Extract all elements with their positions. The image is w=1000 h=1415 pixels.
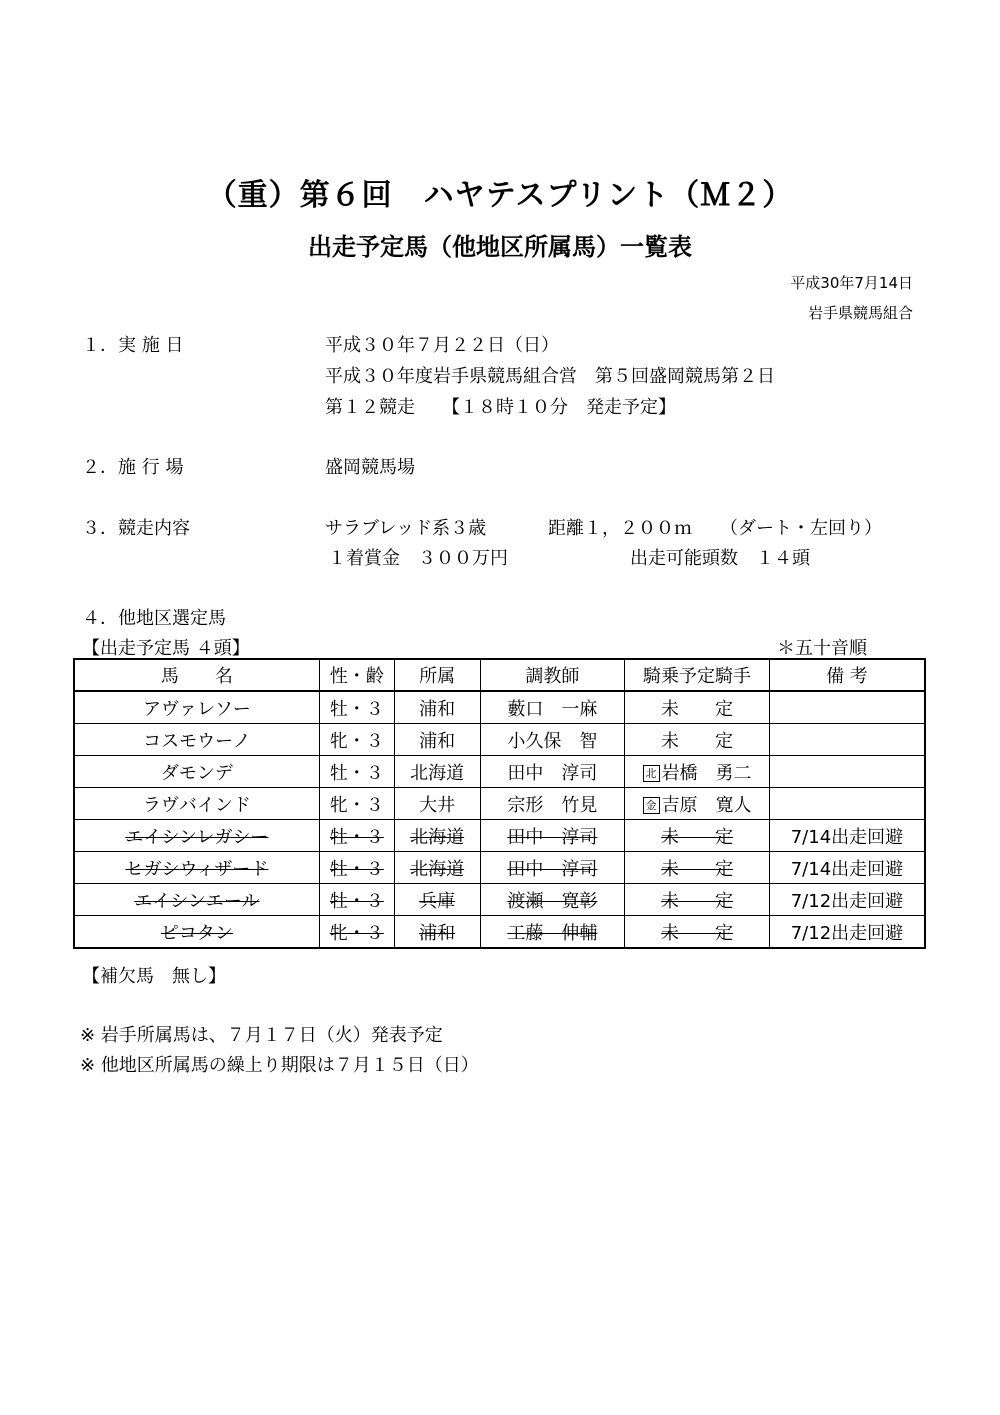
remarks-text: 7/12出走回避 (790, 922, 904, 944)
sex-age-cell (319, 756, 394, 788)
trainer-text: 田中 淳司 (507, 826, 598, 848)
horse-name-cell (74, 852, 319, 884)
remarks-cell (769, 756, 925, 788)
table-row (74, 788, 925, 820)
race-breed: サラブレッド系３歳 (325, 518, 487, 539)
sex-age-text: 牡・３ (329, 826, 384, 848)
remarks-text: 7/14出走回避 (790, 858, 904, 880)
horse-name-cell (74, 691, 319, 724)
header-remarks: 備 考 (769, 659, 925, 691)
entries-subheading: 【出走予定馬 ４頭】 (82, 638, 250, 659)
sex-age-cell (319, 852, 394, 884)
trainer-text: 田中 淳司 (507, 762, 598, 784)
trainer-cell (480, 788, 625, 820)
race-distance: 距離１，２００ｍ (548, 518, 692, 539)
section-1-label: １．実 施 日 (82, 335, 184, 356)
affiliation-text: 浦和 (419, 730, 456, 752)
remarks-cell (769, 852, 925, 884)
race-capacity: 出走可能頭数 １４頭 (630, 548, 810, 569)
trainer-cell (480, 724, 625, 756)
affiliation-text: 北海道 (410, 858, 465, 880)
sex-age-text: 牡・３ (329, 762, 384, 784)
footnote: ※ 他地区所属馬の繰上り期限は７月１５日（日） (80, 1055, 479, 1076)
affiliation-cell (394, 884, 480, 916)
trainer-cell (480, 820, 625, 852)
horse-name-cell (74, 756, 319, 788)
sex-age-text: 牡・３ (329, 858, 384, 880)
jockey-cell (625, 788, 770, 820)
jockey-cell (625, 852, 770, 884)
header-horse-name: 馬 名 (74, 659, 319, 691)
sex-age-text: 牝・３ (329, 922, 384, 944)
trainer-cell (480, 691, 625, 724)
affiliation-cell (394, 820, 480, 852)
trainer-cell (480, 916, 625, 949)
jockey-cell (625, 884, 770, 916)
trainer-text: 藪口 一麻 (507, 698, 598, 720)
horse-name-text: エイシンエール (134, 890, 260, 912)
remarks-cell (769, 788, 925, 820)
affiliation-cell (394, 756, 480, 788)
remarks-cell (769, 916, 925, 949)
race-prize: １着賞金 ３００万円 (328, 548, 508, 569)
table-row (74, 884, 925, 916)
trainer-text: 小久保 智 (507, 730, 598, 752)
document-title: （重）第６回 ハヤテスプリント（Ｍ２） (206, 178, 794, 213)
jockey-text: 岩橋 勇二 (661, 762, 752, 784)
issue-date: 平成30年7月14日 (790, 274, 913, 292)
jockey-text: 未 定 (661, 858, 733, 880)
sex-age-cell (319, 884, 394, 916)
horse-name-text: ヒガシウィザード (125, 858, 269, 880)
horse-name-cell (74, 916, 319, 949)
remarks-cell (769, 724, 925, 756)
remarks-text: 7/12出走回避 (790, 890, 904, 912)
remarks-cell (769, 820, 925, 852)
reserve-note: 【補欠馬 無し】 (82, 966, 226, 987)
table-header-row (74, 659, 925, 691)
horse-name-text: アヴァレソー (143, 698, 251, 720)
jockey-region-mark: 金 (643, 797, 660, 814)
affiliation-text: 浦和 (419, 698, 456, 720)
jockey-text: 吉原 寛人 (661, 794, 752, 816)
jockey-text: 未 定 (661, 922, 733, 944)
remarks-cell (769, 884, 925, 916)
jockey-text: 未 定 (661, 826, 733, 848)
jockey-cell (625, 756, 770, 788)
sex-age-cell (319, 691, 394, 724)
trainer-text: 田中 淳司 (507, 858, 598, 880)
horse-name-cell (74, 820, 319, 852)
horse-name-cell (74, 884, 319, 916)
affiliation-cell (394, 788, 480, 820)
affiliation-text: 北海道 (410, 762, 465, 784)
affiliation-text: 兵庫 (419, 890, 456, 912)
sex-age-cell (319, 916, 394, 949)
section-1-line: 平成３０年度岩手県競馬組合営 第５回盛岡競馬第２日 (325, 366, 775, 387)
affiliation-cell (394, 691, 480, 724)
organizer: 岩手県競馬組合 (807, 304, 913, 322)
document-subtitle: 出走予定馬（他地区所属馬）一覧表 (308, 233, 692, 261)
section-1-line: 第１２競走 【１８時１０分 発走予定】 (325, 397, 676, 418)
sex-age-cell (319, 788, 394, 820)
trainer-cell (480, 884, 625, 916)
remarks-text: 7/14出走回避 (790, 826, 904, 848)
trainer-cell (480, 756, 625, 788)
trainer-text: 宗形 竹見 (507, 794, 598, 816)
race-course: （ダート・左回り） (720, 518, 882, 539)
horse-name-text: コスモウーノ (143, 730, 251, 752)
sex-age-text: 牝・３ (329, 794, 384, 816)
sex-age-text: 牡・３ (329, 890, 384, 912)
sex-age-text: 牝・３ (329, 730, 384, 752)
affiliation-text: 北海道 (410, 826, 465, 848)
entries-table (73, 658, 926, 949)
section-2-label: ２．施 行 場 (82, 457, 184, 478)
header-sex-age: 性・齢 (319, 659, 394, 691)
affiliation-text: 浦和 (419, 922, 456, 944)
footnote: ※ 岩手所属馬は、７月１７日（火）発表予定 (80, 1025, 443, 1046)
order-note: ＊五十音順 (777, 638, 867, 659)
jockey-region-mark: 北 (643, 765, 660, 782)
horse-name-cell (74, 788, 319, 820)
sex-age-cell (319, 724, 394, 756)
jockey-cell (625, 724, 770, 756)
trainer-cell (480, 852, 625, 884)
section-4-label: ４．他地区選定馬 (82, 608, 226, 629)
horse-name-text: ピコタン (160, 922, 233, 944)
remarks-cell (769, 691, 925, 724)
venue: 盛岡競馬場 (325, 457, 415, 478)
horse-name-text: エイシンレガシー (125, 826, 269, 848)
jockey-text: 未 定 (661, 890, 733, 912)
section-3-label: ３．競走内容 (82, 518, 190, 539)
section-1-line: 平成３０年７月２２日（日） (325, 335, 559, 356)
jockey-text: 未 定 (661, 698, 733, 720)
table-row (74, 691, 925, 724)
horse-name-text: ダモンデ (160, 762, 233, 784)
affiliation-cell (394, 724, 480, 756)
jockey-cell (625, 820, 770, 852)
sex-age-cell (319, 820, 394, 852)
sex-age-text: 牡・３ (329, 698, 384, 720)
table-row (74, 916, 925, 949)
trainer-text: 渡瀬 寛彰 (507, 890, 598, 912)
trainer-text: 工藤 伸輔 (507, 922, 598, 944)
affiliation-text: 大井 (419, 794, 456, 816)
header-affiliation: 所属 (394, 659, 480, 691)
affiliation-cell (394, 852, 480, 884)
table-row (74, 852, 925, 884)
horse-name-cell (74, 724, 319, 756)
table-row (74, 820, 925, 852)
jockey-cell (625, 691, 770, 724)
header-jockey: 騎乗予定騎手 (625, 659, 770, 691)
jockey-cell (625, 916, 770, 949)
horse-name-text: ラヴバインド (142, 794, 251, 816)
header-trainer: 調教師 (480, 659, 625, 691)
jockey-text: 未 定 (661, 730, 733, 752)
affiliation-cell (394, 916, 480, 949)
table-row (74, 724, 925, 756)
table-row (74, 756, 925, 788)
